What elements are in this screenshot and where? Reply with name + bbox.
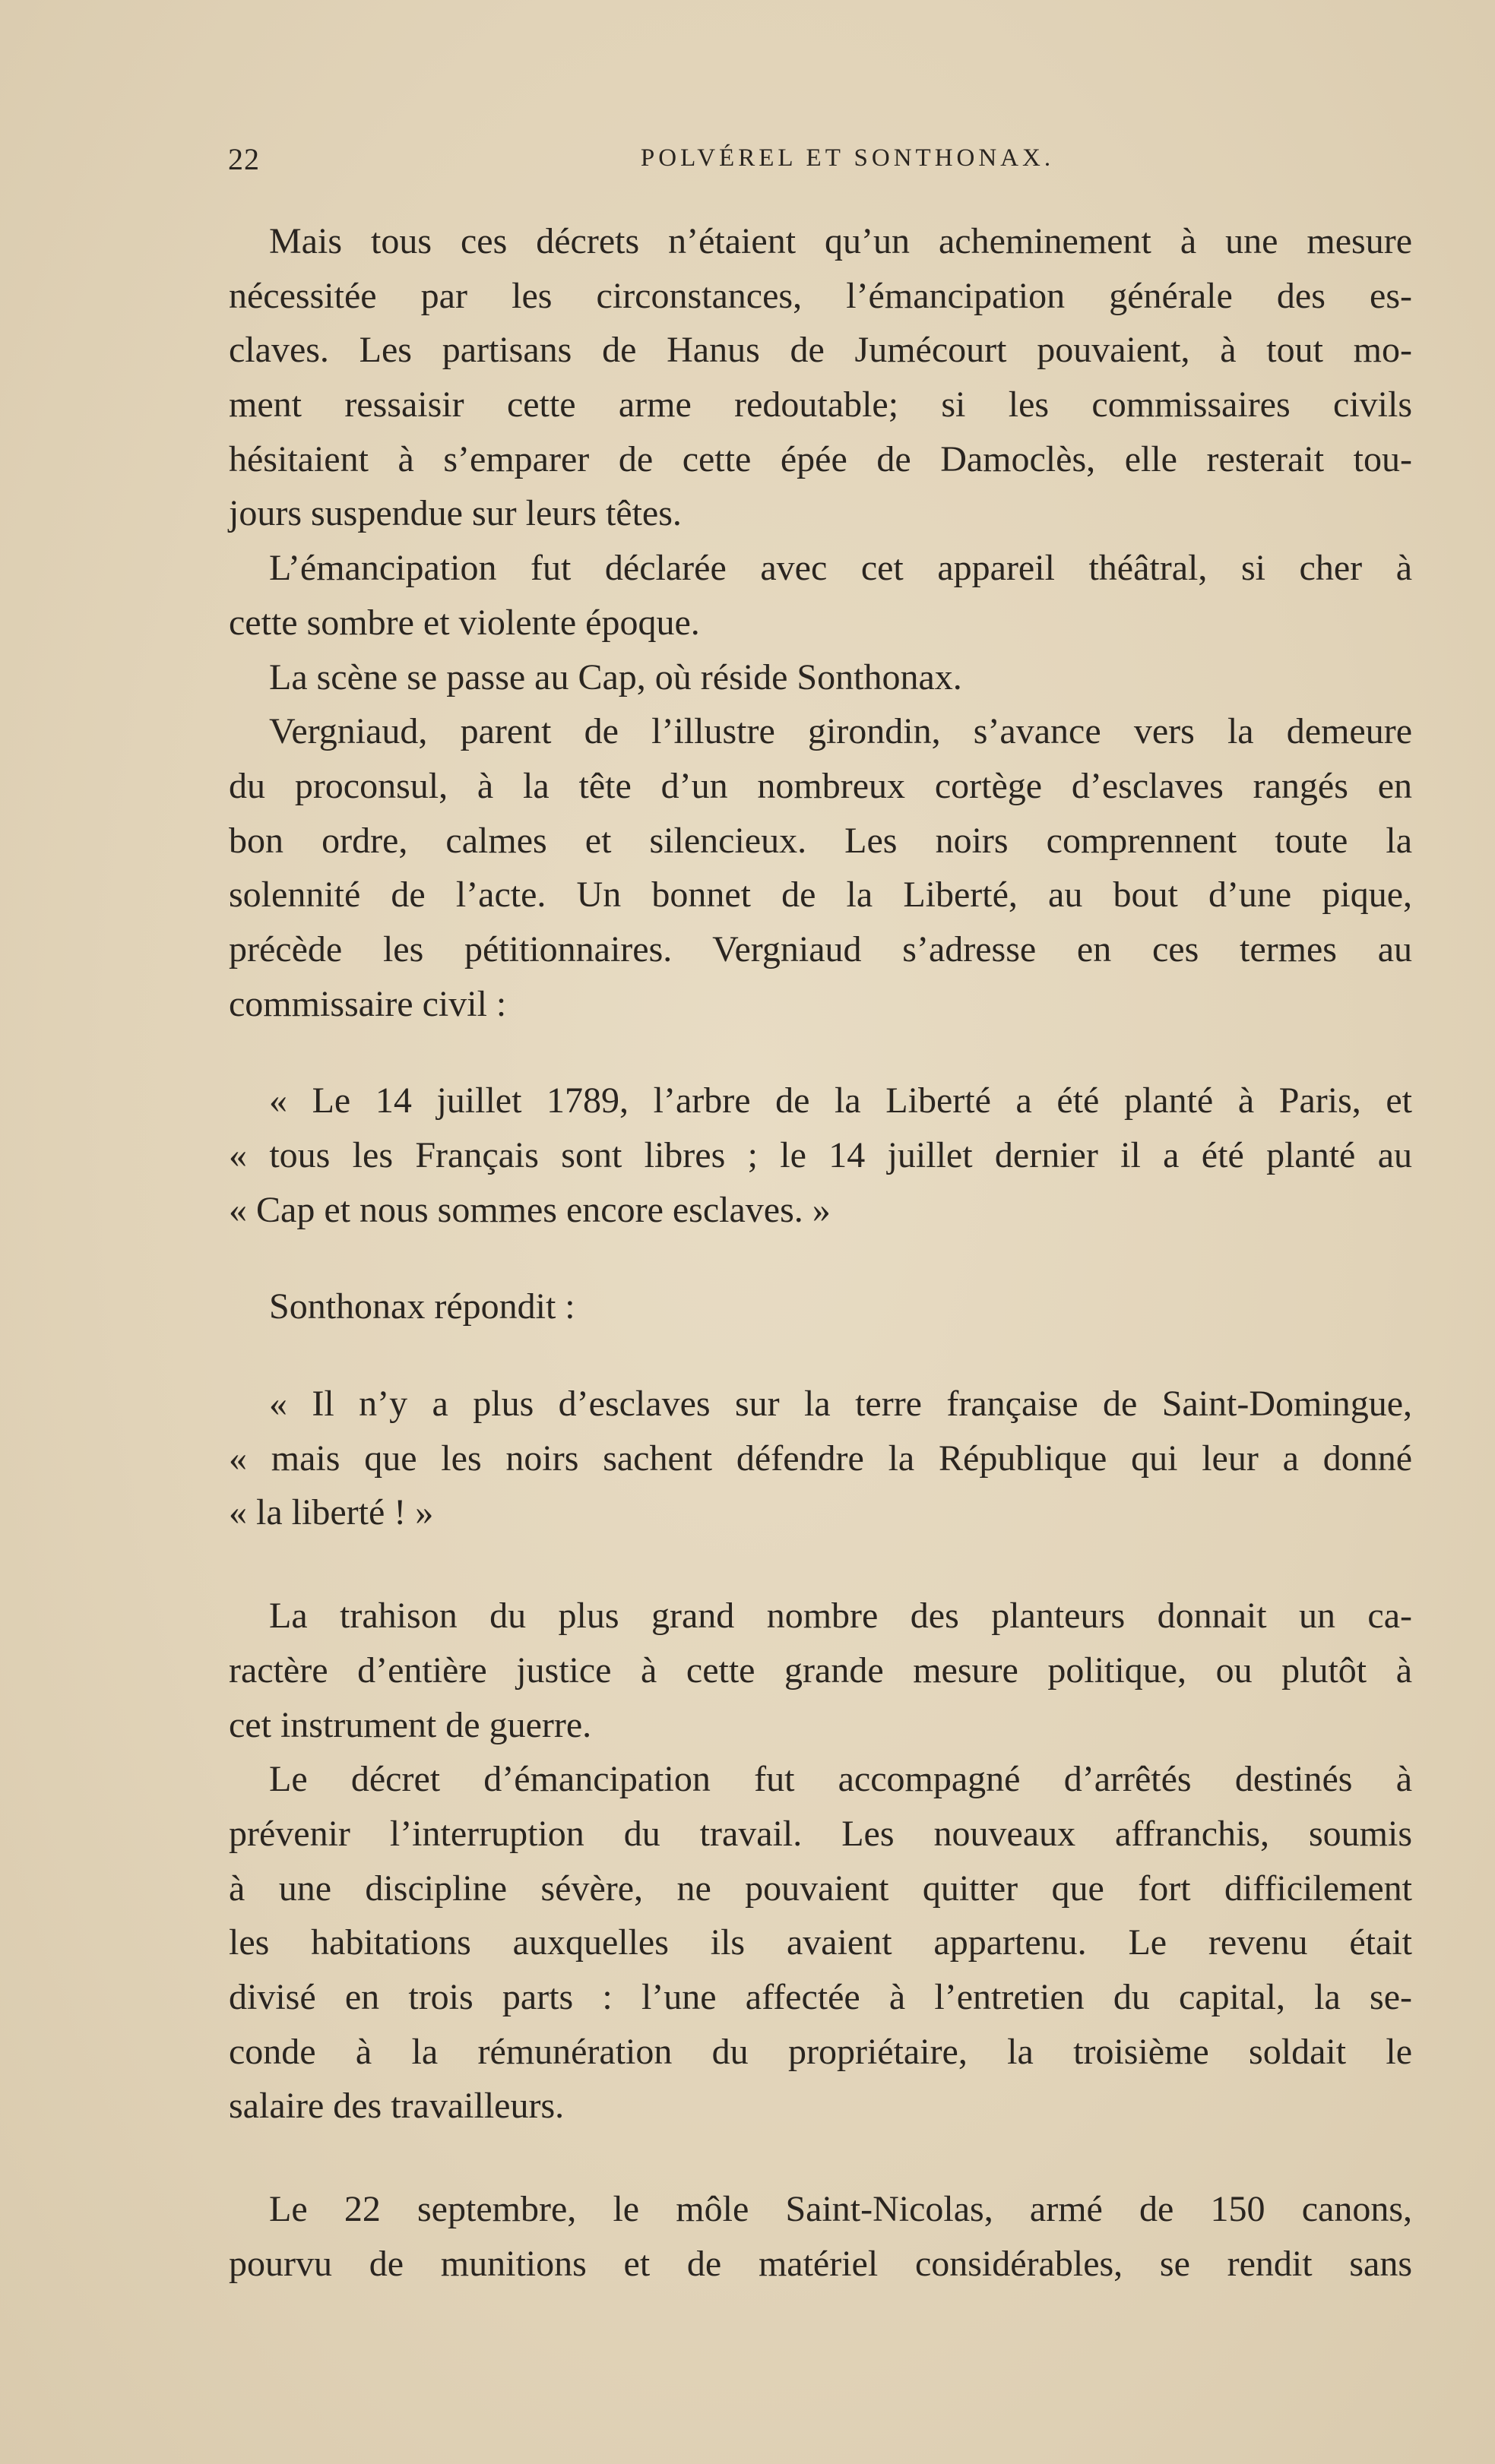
text-line: prévenir l’interruption du travail. Les nouveaux affranchis, soumis <box>229 1813 1412 1854</box>
page-header <box>228 141 1414 187</box>
text-line: les habitations auxquelles ils avaient appartenu. Le revenu était <box>229 1922 1412 1963</box>
page-body <box>229 214 1412 2291</box>
text-line: divisé en trois parts : l’une affectée à l’entretien du capital, la se- <box>229 1976 1412 2017</box>
text-line: précède les pétitionnaires. Vergniaud s’adresse en ces termes au <box>229 928 1412 969</box>
paragraph <box>229 541 1412 650</box>
text-line: jours suspendue sur leurs têtes. <box>229 493 682 534</box>
text-line: ractère d’entière justice à cette grande mesure politique, ou plutôt à <box>229 1650 1412 1691</box>
text-line: « Le 14 juillet 1789, l’arbre de la Liberté a été planté à Paris, et <box>269 1080 1412 1121</box>
text-line: hésitaient à s’emparer de cette épée de Damoclès, elle resterait tou- <box>229 438 1412 479</box>
text-line: claves. Les partisans de Hanus de Jumécourt pouvaient, à tout mo- <box>229 330 1412 371</box>
text-line: commissaire civil : <box>229 983 507 1024</box>
text-line: « Cap et nous sommes encore esclaves. » <box>229 1189 831 1230</box>
text-line: à une discipline sévère, ne pouvaient quitter que fort difficilement <box>229 1868 1412 1909</box>
text-line: Le 22 septembre, le môle Saint-Nicolas, armé de 150 canons, <box>269 2189 1412 2229</box>
text-line: « mais que les noirs sachent défendre la République qui leur a donné <box>229 1438 1412 1479</box>
text-line: L’émancipation fut déclarée avec cet appareil théâtral, si cher à <box>269 548 1412 589</box>
text-line: nécessitée par les circonstances, l’émancipation générale des es- <box>229 275 1412 316</box>
text-line: Sonthonax répondit : <box>269 1286 575 1327</box>
page-number: 22 <box>228 142 260 176</box>
paragraph <box>229 214 1412 541</box>
text-line: cette sombre et violente époque. <box>229 602 700 643</box>
text-line: « la liberté ! » <box>229 1492 434 1533</box>
paragraph <box>229 704 1412 1031</box>
text-line: La trahison du plus grand nombre des planteurs donnait un ca- <box>269 1596 1412 1637</box>
text-line: ment ressaisir cette arme redoutable; si les commissaires civils <box>229 384 1412 425</box>
paragraph <box>229 1279 1412 1334</box>
text-line: « tous les Français sont libres ; le 14 juillet dernier il a été planté au <box>229 1135 1412 1175</box>
paragraph <box>229 1752 1412 2133</box>
text-line: conde à la rémunération du propriétaire, la troisième soldait le <box>229 2031 1412 2072</box>
text-line: Vergniaud, parent de l’illustre girondin, s’avance vers la demeure <box>269 711 1412 752</box>
text-line: La scène se passe au Cap, où réside Sonthonax. <box>269 656 962 697</box>
text-line: « Il n’y a plus d’esclaves sur la terre française de Saint-Domingue, <box>269 1384 1412 1425</box>
paragraph <box>229 650 1412 705</box>
running-head: POLVÉREL ET SONTHONAX. <box>640 144 1055 172</box>
quotation <box>229 1074 1412 1237</box>
text-line: pourvu de munitions et de matériel considérables, se rendit sans <box>229 2243 1412 2284</box>
text-line: Mais tous ces décrets n’étaient qu’un acheminement à une mesure <box>269 221 1412 261</box>
text-line: Le décret d’émancipation fut accompagné d’arrêtés destinés à <box>269 1759 1412 1800</box>
paragraph <box>229 2182 1412 2291</box>
quotation <box>229 1377 1412 1540</box>
text-line: bon ordre, calmes et silencieux. Les noirs comprennent toute la <box>229 820 1412 861</box>
paragraph <box>229 1589 1412 1752</box>
text-line: du proconsul, à la tête d’un nombreux cortège d’esclaves rangés en <box>229 765 1412 806</box>
text-line: salaire des travailleurs. <box>229 2086 565 2127</box>
text-line: solennité de l’acte. Un bonnet de la Liberté, au bout d’une pique, <box>229 875 1412 916</box>
text-line: cet instrument de guerre. <box>229 1704 592 1745</box>
